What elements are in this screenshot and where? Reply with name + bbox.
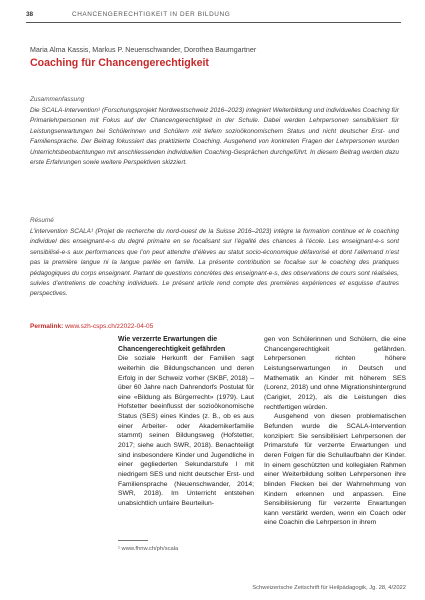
abstract-de-heading: Zusammenfassung <box>30 96 85 103</box>
body-paragraph: Ausgehend von diesen problematischen Befunden wurde die SCALA-Intervention konzipiert: Sie sensibilisiert Lehrpersonen der Primarstufe für verzerrte Erwartungen und deren Folgen für die Schullaufbahn der Kinder. In einem geschützten und kollegialen Rahmen einer Weiterbildung sollten Lehrpersonen ihre blinden Flecken bei der Wahrnehmung von Kindern erkennen und anpassen. Eine Sensibilisierung für verzerrte Erwartungen kann verstärkt werden, wenn ein Coach oder eine Coachin die Lehrperson in ihrem <box>264 413 406 527</box>
footnote: ¹ www.fhnw.ch/ph/scala <box>118 546 179 552</box>
body-column-right <box>264 335 406 528</box>
body-paragraph: Die soziale Herkunft der Familien sagt weiterhin die Bildungschancen und deren Erfolg in der Schweiz vorher (SKBF, 2018) – über 60 Jahre nach Dahrendorfs Postulat für eine «Bildung als Bürgerrecht» (1979). Laut Hofstetter beeinflusst der sozioökonomische Status (SES) eines Kindes (z. B., ob es aus einer Arbeiter- oder Akademikerfamilie stammt) seinen Bildungsweg (Hofstetter, 2017; siehe auch SWR, 2018). Benachteiligt sind insbesondere Kinder und Jugendliche in einer gegliederten Sekundarstufe I mit niedrigem SES und nicht deutscher Erst- und Familiensprache (Neuenschwander, 2014; SWR, 2018). Im Unterricht entstehen unabsichtlich unfaire Beurteilun- <box>118 355 254 508</box>
abstract-fr-heading: Résumé <box>30 217 54 224</box>
page-footer: Schweizerische Zeitschrift für Heilpädagogik, Jg. 28, 4/2022 <box>252 585 406 591</box>
page-header <box>26 10 401 24</box>
section-heading: Wie verzerrte Erwartungen die Chancengerechtigkeit gefährden <box>118 336 226 353</box>
header-rule <box>26 22 401 23</box>
article-title: Coaching für Chancengerechtigkeit <box>30 57 209 69</box>
permalink-label: Permalink: <box>30 323 64 330</box>
permalink-link[interactable]: www.szh-csps.ch/z2022-04-05 <box>65 323 154 330</box>
abstract-fr-text: L’intervention SCALA¹ (Projet de recherche du nord-ouest de la Suisse 2016–2023) intègre la formation continue et le coaching individuel des enseignant-e-s du degré primaire en se focalisant sur l’égalité des chances à l’école. Les enseignant-e-s sont sensibilisé-e-s aux performances que l’on peut attendre d’élèves au statut socio-économique défavorisé et dont l’allemand n’est pas la première langue ni la langue parlée en famille. La présente contribution se focalise sur le coaching des pratiques pédagogiques du corps enseignant. Partant de questions concrètes des enseignant-e-s, des observations de cours sont réalisées, suivies d’entretiens de coaching individuels. Le présent article rend compte des premières expériences et esquisse d’autres perspectives. <box>30 228 399 298</box>
permalink <box>30 323 153 330</box>
body-paragraph: gen von Schülerinnen und Schülern, die eine Chancengerechtigkeit gefährden. Lehrpersonen richten höhere Leistungserwartungen in Deutsch und Mathematik an Kinder mit höherem SES (Lorenz, 2018) und ohne Migrationshintergrund (Carigiet, 2012), als die Leistungen dies rechtfertigen würden. <box>264 336 406 411</box>
page-number: 38 <box>26 11 34 18</box>
abstract-de-text: Die SCALA-Intervention¹ (Forschungsprojekt Nordwestschweiz 2016–2023) integriert Weiterbildung und individuelles Coaching für Primarlehrpersonen mit Fokus auf der Chancengerechtigkeit in der Schule. Dabei werden Lehrpersonen sensibilisiert für Leistungserwartungen bei Schülerinnen und Schülern mit tiefem sozioökonomischem Status und nicht deutscher Erst- und Familiensprache. Der Beitrag fokussiert das praktizierte Coaching. Ausgehend von konkreten Fragen der Lehrpersonen wurden Unterrichtsbeobachtungen mit anschliessenden individuellen Coaching-Gesprächen durchgeführt. In diesem Beitrag werden dazu erste Erfahrungen sowie weitere Perspektiven skizziert. <box>30 107 399 167</box>
running-title: CHANCENGERECHTIGKEIT IN DER BILDUNG <box>72 11 231 18</box>
article-authors: Maria Alma Kassis, Markus P. Neuenschwander, Dorothea Baumgartner <box>30 46 257 54</box>
body-column-left <box>118 335 254 509</box>
footnote-rule <box>118 540 148 541</box>
